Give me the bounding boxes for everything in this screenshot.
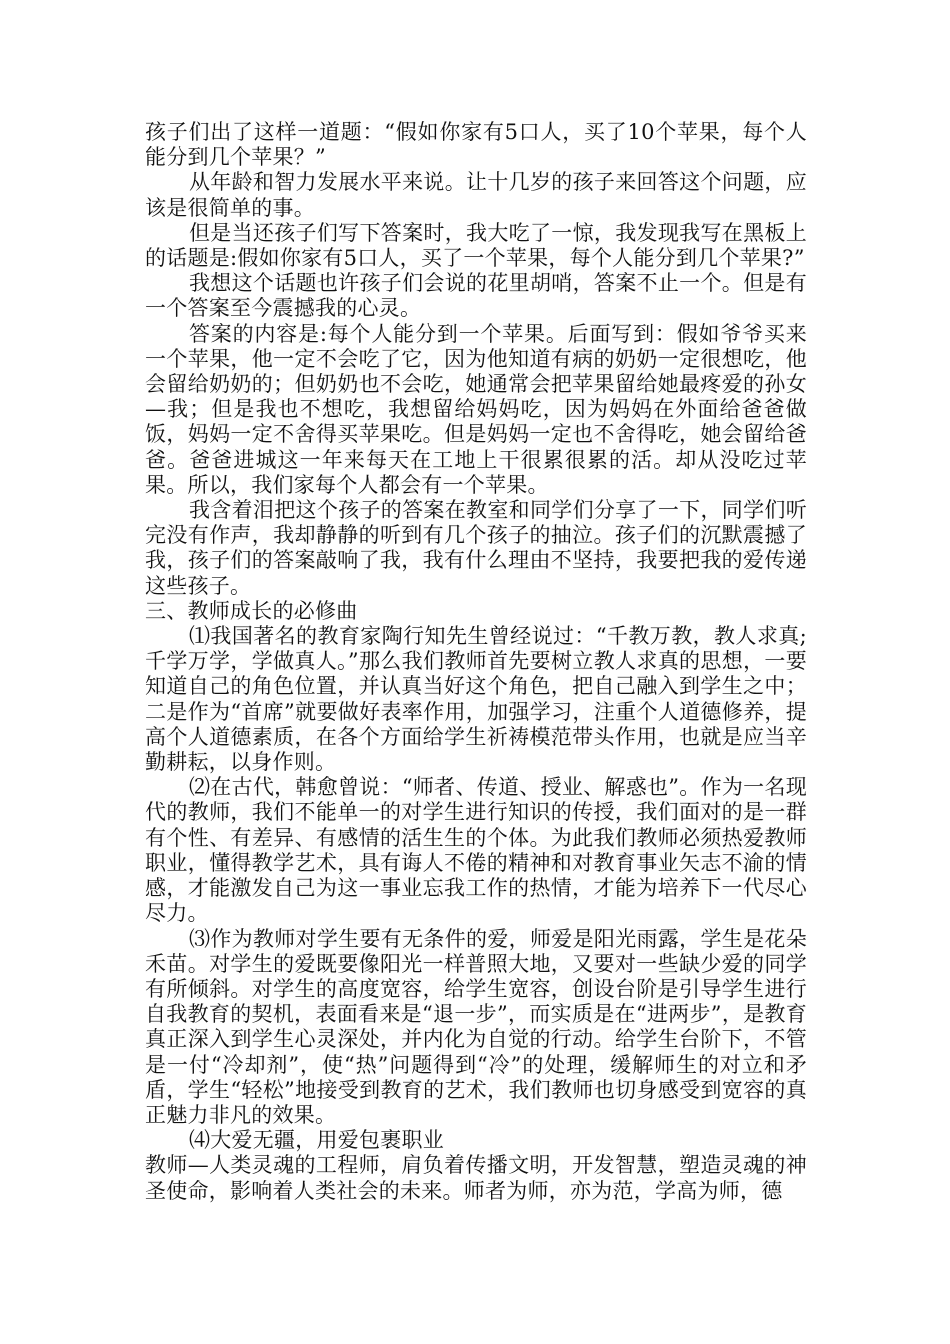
paragraph-teacher: 教师—人类灵魂的工程师，肩负着传播文明，开发智慧，塑造灵魂的神圣使命，影响着人类社会的未来。师者为师，亦为范，学高为师，德 — [145, 1153, 807, 1203]
paragraph-answers: 我想这个话题也许孩子们会说的花里胡哨，答案不止一个。但是有一个答案至今震撼我的心灵。 — [145, 271, 807, 321]
section-heading: 三、教师成长的必修曲 — [145, 598, 358, 623]
paragraph-point-3: ⑶作为教师对学生要有无条件的爱，师爱是阳光雨露，学生是花朵禾苗。对学生的爱既要像阳光一样普照大地，又要对一些缺少爱的同学有所倾斜。对学生的高度宽容，给学生宽容，创设台阶是引导学生进行自我教育的契机，表面看来是“退一步”，而实质是在“进两步”，是教育真正深入到学生心灵深处，并内化为自觉的行动。给学生台阶下，不管是一付“冷却剂”，使“热”问题得到“冷”的处理，缓解师生的对立和矛盾，学生“轻松”地接受到教育的艺术，我们教师也切身感受到宽容的真正魅力非凡的效果。 — [145, 926, 807, 1127]
paragraph-point-2: ⑵在古代，韩愈曾说：“师者、传道、授业、解惑也”。作为一名现代的教师，我们不能单一的对学生进行知识的传授，我们面对的是一群有个性、有差异、有感情的活生生的个体。为此我们教师必须热爱教师职业，懂得教学艺术，具有诲人不倦的精神和对教育事业矢志不渝的情感，才能激发自己为这一事业忘我工作的热情，才能为培养下一代尽心尽力。 — [145, 775, 807, 926]
paragraph-age: 从年龄和智力发展水平来说。让十几岁的孩子来回答这个问题，应该是很简单的事。 — [145, 170, 807, 220]
paragraph-answer-content: 答案的内容是:每个人能分到一个苹果。后面写到：假如爷爷买来一个苹果，他一定不会吃了它，因为他知道有病的奶奶一定很想吃，他会留给奶奶的；但奶奶也不会吃，她通常会把苹果留给她最疼爱的孙女—我；但是我也不想吃，我想留给妈妈吃，因为妈妈在外面给爸爸做饭，妈妈一定不舍得买苹果吃。但是妈妈一定也不舍得吃，她会留给爸爸。爸爸进城这一年来每天在工地上干很累很累的活。却从没吃过苹果。所以，我们家每个人都会有一个苹果。 — [145, 321, 807, 497]
paragraph-question: 孩子们出了这样一道题：“假如你家有5口人，买了10个苹果，每个人能分到几个苹果？” — [145, 120, 807, 170]
document-page — [145, 120, 807, 1204]
paragraph-sharing: 我含着泪把这个孩子的答案在教室和同学们分享了一下，同学们听完没有作声，我却静静的听到有几个孩子的抽泣。孩子们的沉默震撼了我，孩子们的答案敲响了我，我有什么理由不坚持，我要把我的爱传递这些孩子。 — [145, 498, 807, 598]
paragraph-point-4-title: ⑷大爱无疆，用爱包裹职业 — [189, 1128, 444, 1153]
paragraph-surprise: 但是当还孩子们写下答案时，我大吃了一惊，我发现我写在黑板上的话题是:假如你家有5口人，买了一个苹果，每个人能分到几个苹果?” — [145, 220, 807, 271]
paragraph-point-1: ⑴我国著名的教育家陶行知先生曾经说过：“千教万教，教人求真;千学万学，学做真人。”那么我们教师首先要树立教人求真的思想，一要知道自己的角色位置，并认真当好这个角色，把自己融入到学生之中；二是作为“首席”就要做好表率作用，加强学习，注重个人道德修养，提高个人道德素质，在各个方面给学生祈祷模范带头作用，也就是应当辛勤耕耘，以身作则。 — [145, 624, 807, 775]
